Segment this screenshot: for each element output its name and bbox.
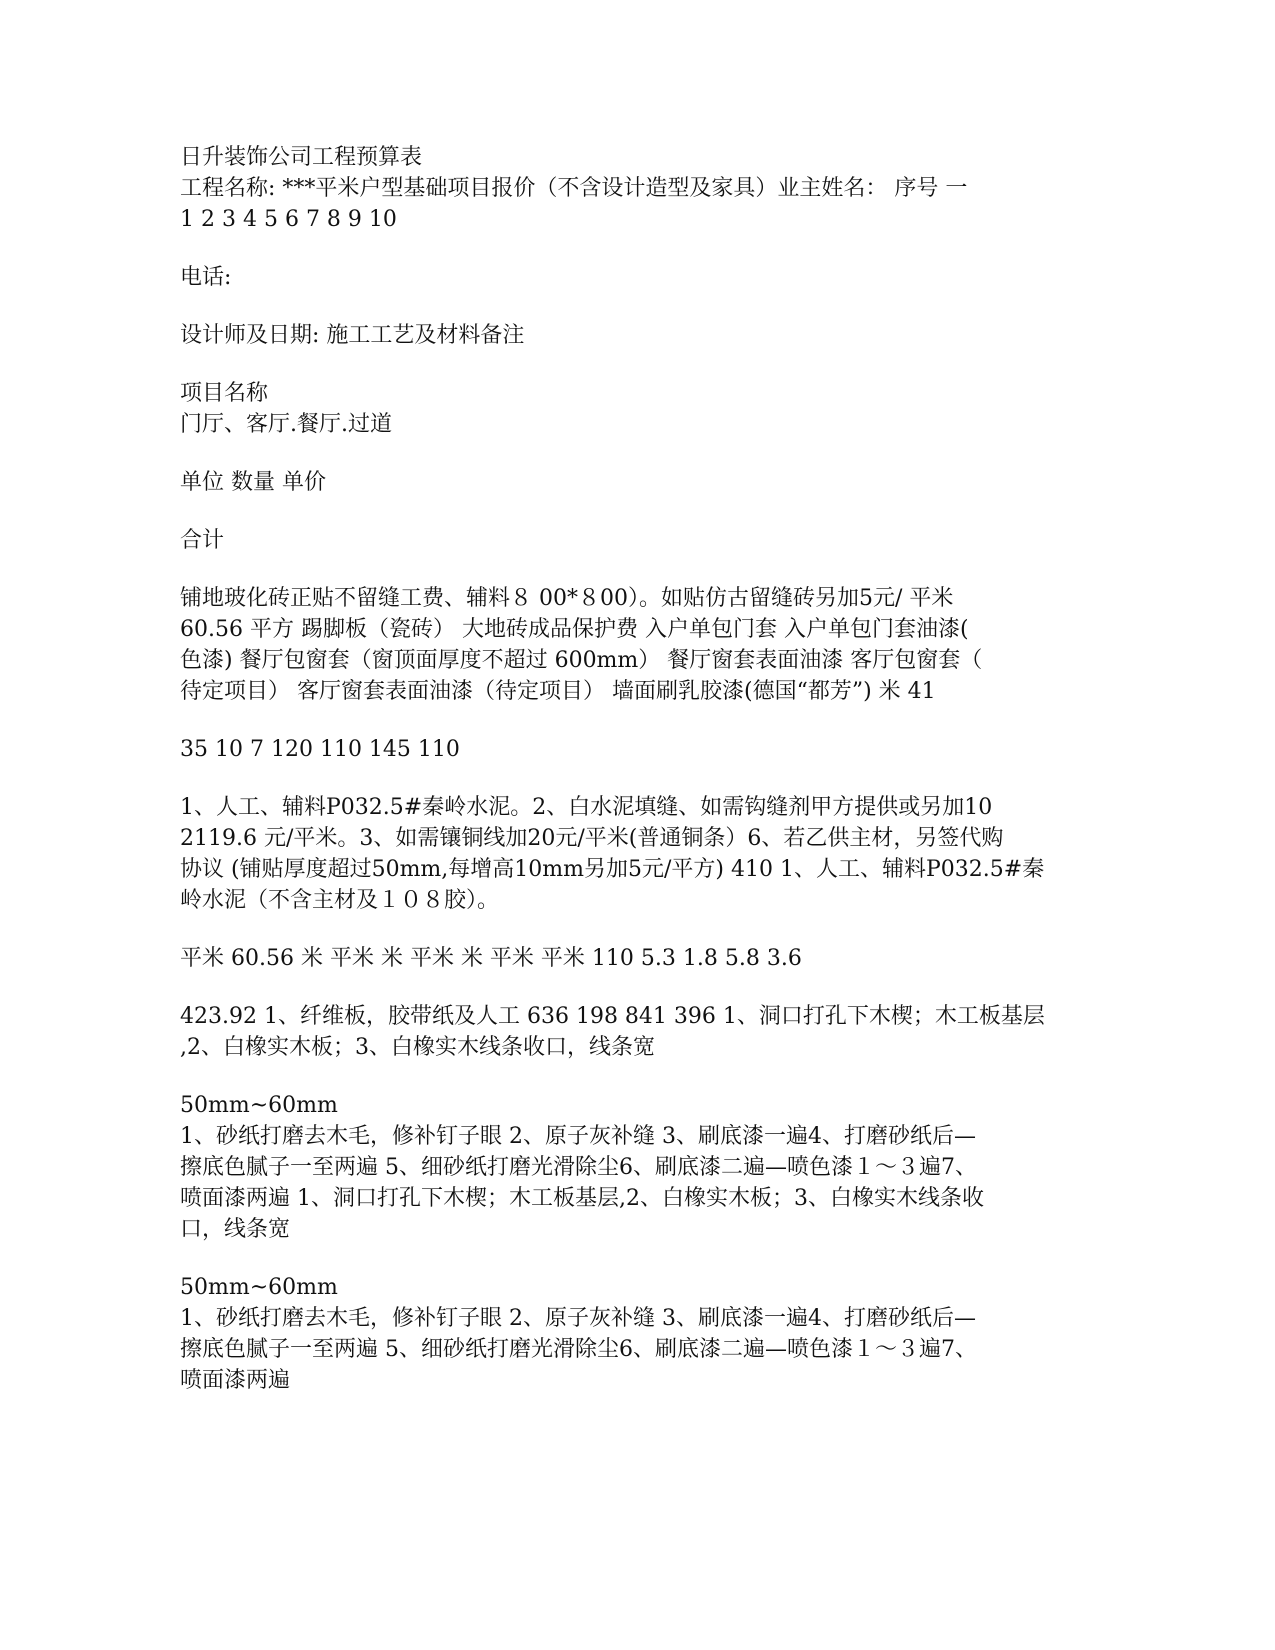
items-paragraph — [180, 583, 1055, 707]
paint-line: 喷面漆两遍 — [180, 1368, 291, 1393]
phone-label: 电话: — [180, 265, 232, 290]
document-title: 日升装饰公司工程预算表 — [180, 145, 423, 170]
project-name-line: 工程名称: ***平米户型基础项目报价（不含设计造型及家具）业主姓名： 序号 一 — [180, 176, 968, 201]
units-line: 平米 60.56 米 平米 米 平米 米 平米 平米 110 5.3 1.8 5.8 3.6 — [180, 946, 802, 971]
wood-line: 423.92 1、纤维板，胶带纸及人工 636 198 841 396 1、洞口打孔下木楔；木工板基层 — [180, 1004, 1045, 1029]
document-page — [180, 142, 1055, 1423]
area-label: 门厅、客厅.餐厅.过道 — [180, 412, 392, 437]
process-line: 岭水泥（不含主材及１０８胶）。 — [180, 888, 500, 913]
total-label: 合计 — [180, 528, 225, 553]
designer-block — [180, 320, 1055, 351]
process-line: 协议 (铺贴厚度超过50mm,每增高10mm另加5元/平方) 410 1、人工、辅料P032.5#秦 — [180, 857, 1045, 882]
column-headers: 单位 数量 单价 — [180, 470, 326, 495]
columns-block — [180, 467, 1055, 498]
paint-line: 1、砂纸打磨去木毛，修补钉子眼 2、原子灰补缝 3、刷底漆一遍4、打磨砂纸后— — [180, 1306, 976, 1331]
paint-line: 擦底色腻子一至两遍 5、细砂纸打磨光滑除尘6、刷底漆二遍—喷色漆１～３遍7、 — [180, 1337, 977, 1362]
size-line: 50mm~60mm — [180, 1275, 338, 1300]
paint-line: 擦底色腻子一至两遍 5、细砂纸打磨光滑除尘6、刷底漆二遍—喷色漆１～３遍7、 — [180, 1155, 977, 1180]
size-line: 50mm~60mm — [180, 1093, 338, 1118]
paint-line: 口，线条宽 — [180, 1217, 291, 1242]
paint-paragraph-a — [180, 1090, 1055, 1245]
serial-numbers-line: 1 2 3 4 5 6 7 8 9 10 — [180, 207, 397, 232]
items-line: 铺地玻化砖正贴不留缝工费、辅料８ 00*８00）。如贴仿古留缝砖另加5元/ 平米 — [180, 586, 954, 611]
item-name-block — [180, 378, 1055, 440]
items-line: 色漆) 餐厅包窗套（窗顶面厚度不超过 600mm） 餐厅窗套表面油漆 客厅包窗套（ — [180, 648, 983, 673]
wood-paragraph — [180, 1001, 1055, 1063]
units-block — [180, 943, 1055, 974]
prices-line: 35 10 7 120 110 145 110 — [180, 737, 460, 762]
item-name-label: 项目名称 — [180, 381, 269, 406]
designer-label: 设计师及日期: 施工工艺及材料备注 — [180, 323, 525, 348]
wood-line: ,2、白橡实木板；3、白橡实木线条收口，线条宽 — [180, 1035, 655, 1060]
phone-block — [180, 262, 1055, 293]
process-line: 2119.6 元/平米。3、如需镶铜线加20元/平米(普通铜条）6、若乙供主材，另签代购 — [180, 826, 1004, 851]
items-line: 待定项目） 客厅窗套表面油漆（待定项目） 墙面刷乳胶漆(德国“都芳”) 米 41 — [180, 679, 936, 704]
paint-line: 1、砂纸打磨去木毛，修补钉子眼 2、原子灰补缝 3、刷底漆一遍4、打磨砂纸后— — [180, 1124, 976, 1149]
items-line: 60.56 平方 踢脚板（瓷砖） 大地砖成品保护费 入户单包门套 入户单包门套油漆( — [180, 617, 969, 642]
paint-line: 喷面漆两遍 1、洞口打孔下木楔；木工板基层,2、白橡实木板；3、白橡实木线条收 — [180, 1186, 984, 1211]
prices-block — [180, 734, 1055, 765]
paint-paragraph-b — [180, 1272, 1055, 1396]
process-line: 1、人工、辅料P032.5#秦岭水泥。2、白水泥填缝、如需钩缝剂甲方提供或另加10 — [180, 795, 993, 820]
total-block — [180, 525, 1055, 556]
process-paragraph — [180, 792, 1055, 916]
header-block — [180, 142, 1055, 235]
